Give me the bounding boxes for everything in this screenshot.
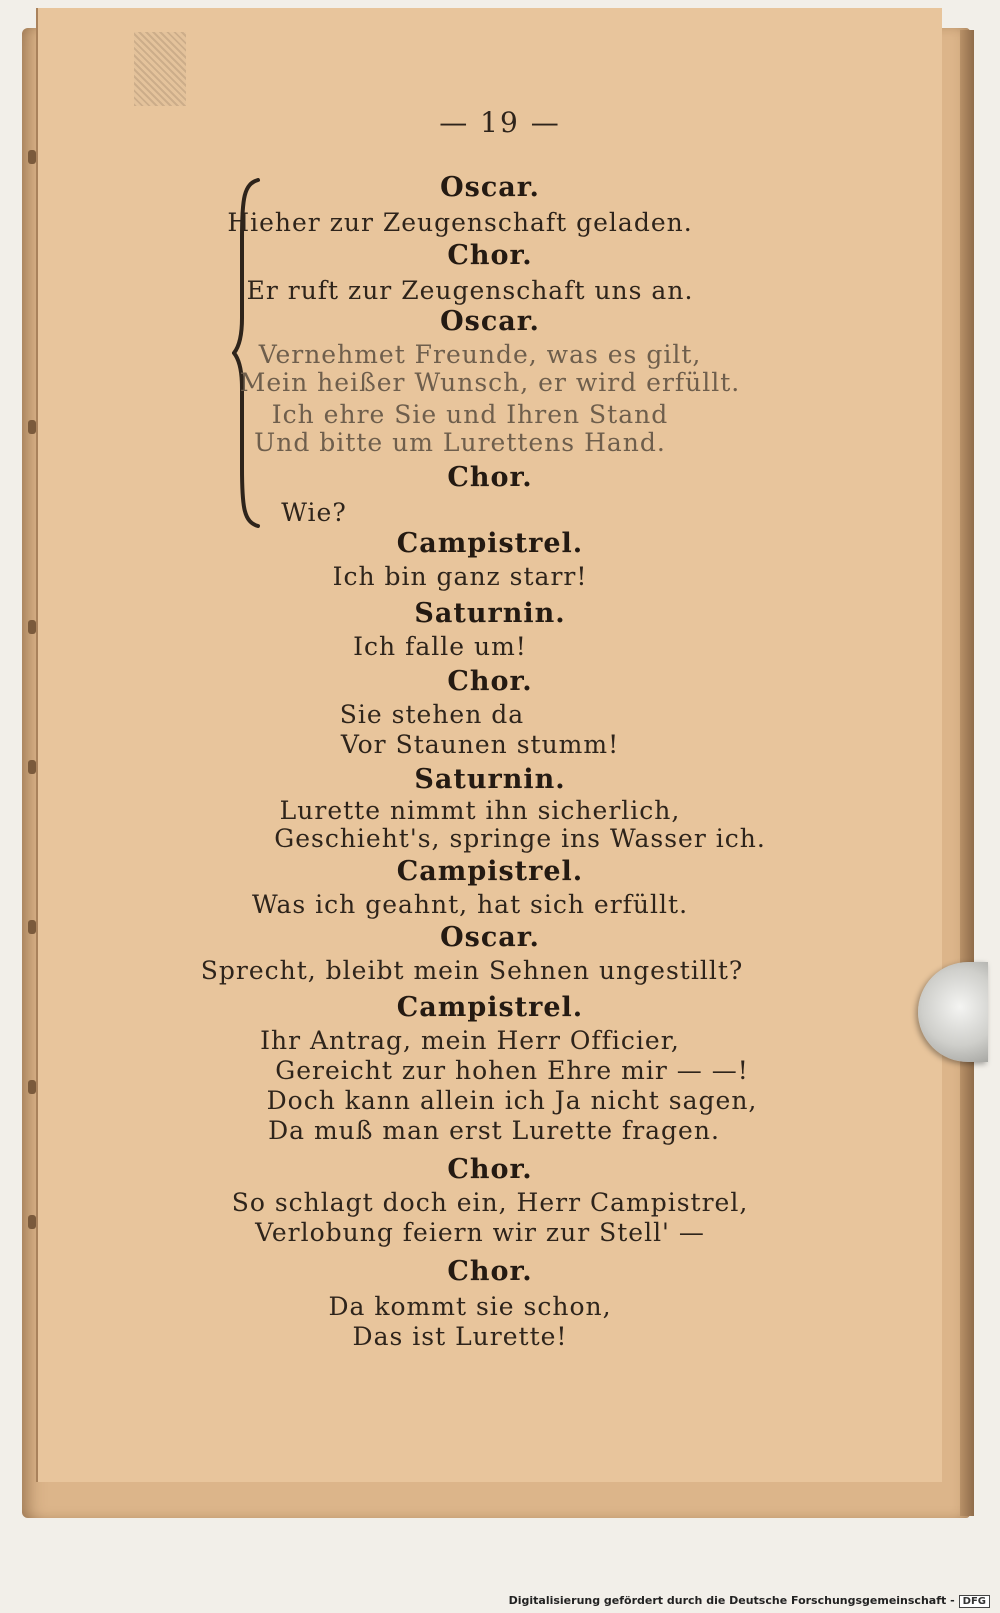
verse-line: Ich bin ganz starr!: [332, 562, 588, 591]
verse-line: Er ruft zur Zeugenschaft uns an.: [246, 276, 694, 305]
verse-line: Das ist Lurette!: [352, 1322, 568, 1351]
verse-line: Geschieht's, springe ins Wasser ich.: [274, 824, 766, 853]
verse-line: Lurette nimmt ihn sicherlich,: [279, 796, 681, 825]
verse-line: Wie?: [281, 498, 347, 527]
speaker-label: Oscar.: [440, 306, 540, 337]
credit-text: Digitalisierung gefördert durch die Deutsche Forschungsgemeinschaft -: [508, 1594, 955, 1607]
verse-line: Und bitte um Lurettens Hand.: [254, 428, 666, 457]
verse-line: So schlagt doch ein, Herr Campistrel,: [231, 1188, 749, 1217]
verse-line: Vor Staunen stumm!: [340, 730, 620, 759]
binding-stitch: [28, 150, 36, 164]
speaker-label: Chor.: [447, 666, 533, 697]
speaker-label: Oscar.: [440, 172, 540, 203]
speaker-label: Saturnin.: [414, 764, 566, 795]
verse-line: Was ich geahnt, hat sich erfüllt.: [251, 890, 689, 919]
speaker-label: Chor.: [447, 1154, 533, 1185]
verse-line: Ich ehre Sie und Ihren Stand: [271, 400, 669, 429]
speaker-label: Saturnin.: [414, 598, 566, 629]
verse-line: Ihr Antrag, mein Herr Officier,: [260, 1026, 680, 1055]
page-number: — 19 —: [439, 106, 561, 139]
verse-line: Sie stehen da: [339, 700, 525, 729]
paper-stain: [134, 32, 186, 106]
speaker-label: Chor.: [447, 1256, 533, 1287]
speaker-label: Oscar.: [440, 922, 540, 953]
speaker-label: Campistrel.: [396, 528, 584, 559]
verse-line: Ich falle um!: [353, 632, 527, 661]
speaker-label: Campistrel.: [396, 992, 584, 1023]
verse-line: Hieher zur Zeugenschaft geladen.: [227, 208, 693, 237]
speaker-label: Chor.: [447, 462, 533, 493]
digitization-credit: [0, 1594, 990, 1608]
verse-line: Sprecht, bleibt mein Sehnen ungestillt?: [200, 956, 744, 985]
dfg-logo-icon: DFG: [959, 1595, 990, 1608]
verse-line: Doch kann allein ich Ja nicht sagen,: [266, 1086, 758, 1115]
speaker-label: Campistrel.: [396, 856, 584, 887]
speaker-label: Chor.: [447, 240, 533, 271]
verse-line: Mein heißer Wunsch, er wird erfüllt.: [239, 368, 741, 397]
verse-line: Da muß man erst Lurette fragen.: [268, 1116, 720, 1145]
verse-line: Da kommt sie schon,: [328, 1292, 612, 1321]
verse-line: Gereicht zur hohen Ehre mir — —!: [275, 1056, 749, 1085]
verse-line: Vernehmet Freunde, was es gilt,: [258, 340, 702, 369]
verse-line: Verlobung feiern wir zur Stell' —: [255, 1218, 705, 1247]
